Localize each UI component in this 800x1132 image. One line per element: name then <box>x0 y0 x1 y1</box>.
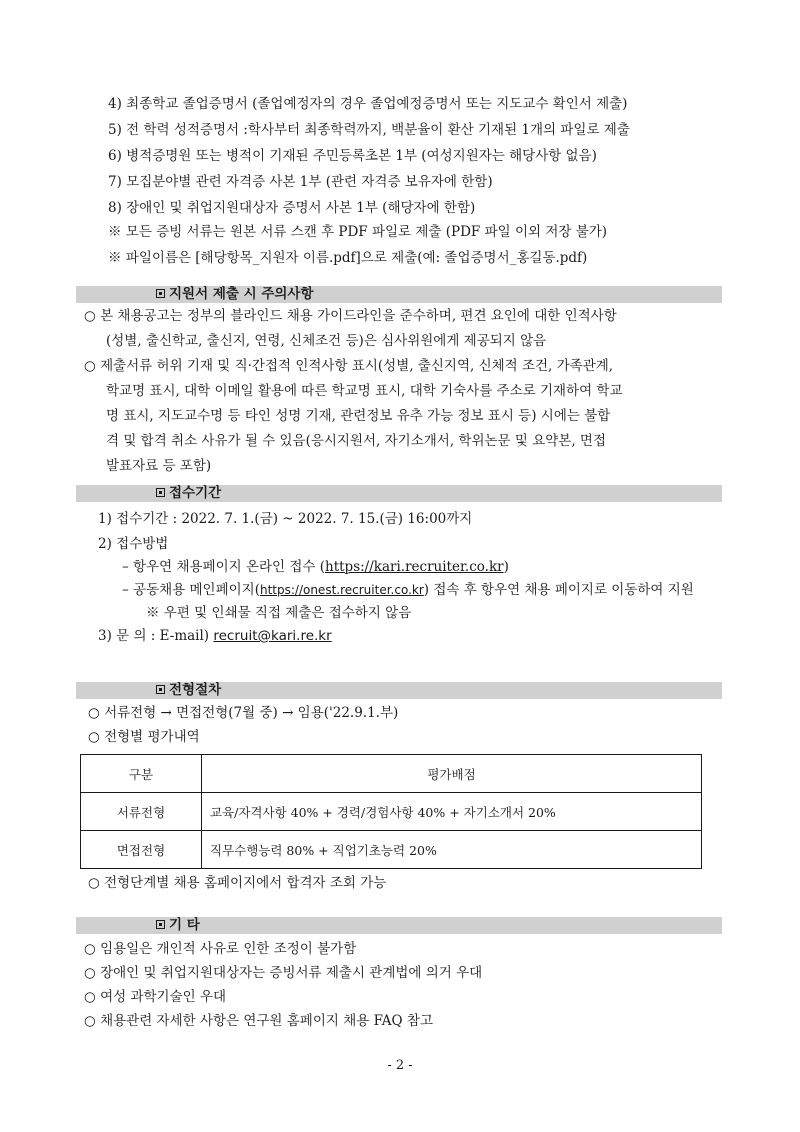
table-cell: 직무수행능력 80% + 직업기초능력 20% <box>202 831 702 869</box>
table-header-cell: 구분 <box>81 755 202 793</box>
process-after-table: ○ 전형단계별 채용 홈페이지에서 합격자 조회 가능 <box>88 875 387 891</box>
table-header-cell: 평가배점 <box>202 755 702 793</box>
page-number: - 2 - <box>387 1058 413 1073</box>
reception-method-online: – 항우연 채용페이지 온라인 접수 (https://kari.recruiter.co.kr) <box>122 559 509 575</box>
square-bullet-icon <box>156 289 165 298</box>
caution-bullet-2-line-2: 학교명 표시, 대학 이메일 활용에 따른 학교명 표시, 대학 기숙사를 주소로 기재하여 학교 <box>106 383 623 399</box>
section-title-etc: 기 타 <box>156 915 200 935</box>
doc-note-pdf: ※ 모든 증빙 서류는 원본 서류 스캔 후 PDF 파일로 제출 (PDF 파일 이외 저장 불가) <box>108 224 608 240</box>
square-bullet-icon <box>156 920 165 929</box>
caution-bullet-2-line-4: 격 및 합격 취소 사유가 될 수 있음(응시지원서, 자기소개서, 학위논문 및 요약본, 면접 <box>106 433 606 449</box>
caution-bullet-2-line-1: ○ 제출서류 허위 기재 및 직·간접적 인적사항 표시(성별, 출신지역, 신체적 조건, 가족관계, <box>84 358 614 374</box>
caution-bullet-2-line-5: 발표자료 등 포함) <box>106 458 212 474</box>
doc-note-filename: ※ 파일이름은 [해당항목_지원자 이름.pdf]으로 제출(예: 졸업증명서_홍길동.pdf) <box>108 250 588 266</box>
doc-item-7: 7) 모집분야별 관련 자격증 사본 1부 (관련 자격증 보유자에 한함) <box>108 174 493 190</box>
evaluation-table <box>80 754 702 869</box>
section-header-etc <box>76 917 722 934</box>
square-bullet-icon <box>156 488 165 497</box>
recruit-email-link[interactable]: recruit@kari.re.kr <box>213 628 332 644</box>
table-cell: 면접전형 <box>81 831 202 869</box>
kari-recruit-link[interactable]: https://kari.recruiter.co.kr <box>325 559 504 575</box>
caution-bullet-2-line-3: 명 표시, 지도교수명 등 타인 성명 기재, 관련정보 유추 가능 정보 표시 등) 시에는 불합 <box>106 408 611 424</box>
reception-period: 1) 접수기간 : 2022. 7. 1.(금) ~ 2022. 7. 15.(금) 16:00까지 <box>98 511 473 527</box>
caution-bullet-1-line-1: ○ 본 채용공고는 정부의 블라인드 채용 가이드라인을 준수하며, 편견 요인에 대한 인적사항 <box>84 308 617 324</box>
table-row <box>81 793 702 831</box>
section-title-reception: 접수기간 <box>156 483 221 503</box>
doc-item-5: 5) 전 학력 성적증명서 :학사부터 최종학력까지, 백분율이 환산 기재된 1개의 파일로 제출 <box>108 122 630 138</box>
caution-bullet-1-line-2: (성별, 출신학교, 출신지, 연령, 신체조건 등)은 심사위원에게 제공되지 않음 <box>106 333 547 349</box>
etc-item-4: ○ 채용관련 자세한 사항은 연구원 홈페이지 채용 FAQ 참고 <box>84 1013 433 1029</box>
section-header-process <box>76 682 722 699</box>
section-header-reception <box>76 485 722 502</box>
onest-recruit-link[interactable]: https://onest.recruiter.co.kr <box>259 583 424 597</box>
process-eval-label: ○ 전형별 평가내역 <box>88 729 200 745</box>
reception-method-label: 2) 접수방법 <box>98 536 169 552</box>
etc-item-1: ○ 임용일은 개인적 사유로 인한 조정이 불가함 <box>84 941 357 957</box>
square-bullet-icon <box>156 685 165 694</box>
table-cell: 서류전형 <box>81 793 202 831</box>
etc-item-3: ○ 여성 과학기술인 우대 <box>84 989 227 1005</box>
doc-item-6: 6) 병적증명원 또는 병적이 기재된 주민등록초본 1부 (여성지원자는 해당사항 없음) <box>108 148 597 164</box>
etc-item-2: ○ 장애인 및 취업지원대상자는 증빙서류 제출시 관계법에 의거 우대 <box>84 965 483 981</box>
section-title-caution: 지원서 제출 시 주의사항 <box>156 284 314 304</box>
reception-method-joint: – 공동채용 메인페이지(https://onest.recruiter.co.kr) 접속 후 항우연 채용 페이지로 이동하여 지원 <box>122 582 694 598</box>
table-header-row <box>81 755 702 793</box>
doc-item-8: 8) 장애인 및 취업지원대상자 증명서 사본 1부 (해당자에 한함) <box>108 200 476 216</box>
doc-item-4: 4) 최종학교 졸업증명서 (졸업예정자의 경우 졸업예정증명서 또는 지도교수 확인서 제출) <box>108 96 628 112</box>
section-header-caution <box>76 286 722 303</box>
table-cell: 교육/자격사항 40% + 경력/경험사항 40% + 자기소개서 20% <box>202 793 702 831</box>
process-flow: ○ 서류전형 → 면접전형(7월 중) → 임용('22.9.1.부) <box>88 705 399 721</box>
section-title-process: 전형절차 <box>156 680 221 700</box>
reception-inquiry: 3) 문 의 : E-mail) recruit@kari.re.kr <box>98 628 332 644</box>
reception-note-mail: ※ 우편 및 인쇄물 직접 제출은 접수하지 않음 <box>146 605 412 621</box>
table-row <box>81 831 702 869</box>
